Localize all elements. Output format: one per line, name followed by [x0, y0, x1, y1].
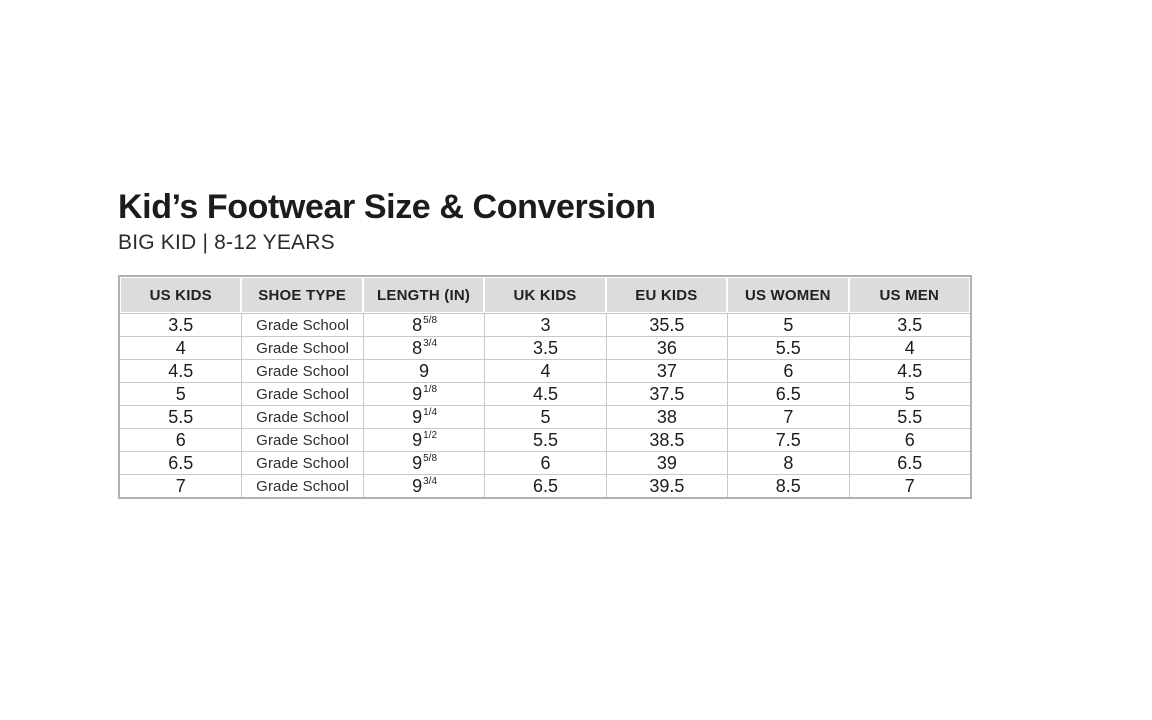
cell-length [363, 359, 484, 382]
table-row [120, 428, 970, 451]
cell-shoe_type: Grade School [241, 382, 362, 405]
column-header-eu_kids: EU KIDS [606, 277, 727, 313]
page-subtitle: BIG KID | 8-12 YEARS [118, 231, 335, 254]
table-body [120, 313, 970, 497]
length-value: 8 [412, 338, 423, 358]
cell-uk_kids: 3.5 [484, 336, 605, 359]
table-row [120, 405, 970, 428]
cell-us_kids: 6.5 [120, 451, 241, 474]
cell-shoe_type: Grade School [241, 428, 362, 451]
length-fraction: 1/2 [423, 430, 438, 441]
length-value: 9 [412, 407, 423, 427]
column-header-length: LENGTH (IN) [363, 277, 484, 313]
cell-length [363, 474, 484, 497]
cell-length [363, 336, 484, 359]
length-fraction: 1/4 [423, 407, 438, 418]
length-fraction: 3/4 [423, 476, 438, 487]
cell-shoe_type: Grade School [241, 451, 362, 474]
cell-length [363, 313, 484, 336]
cell-shoe_type: Grade School [241, 313, 362, 336]
column-header-us_kids: US KIDS [120, 277, 241, 313]
cell-shoe_type: Grade School [241, 405, 362, 428]
cell-eu_kids: 38 [606, 405, 727, 428]
cell-us_kids: 6 [120, 428, 241, 451]
length-fraction: 3/4 [423, 338, 438, 349]
length-value: 8 [412, 315, 423, 335]
cell-length [363, 405, 484, 428]
cell-us_women: 8 [727, 451, 848, 474]
length-fraction: 5/8 [423, 453, 438, 464]
cell-us_women: 6 [727, 359, 848, 382]
cell-eu_kids: 39 [606, 451, 727, 474]
cell-us_women: 8.5 [727, 474, 848, 497]
column-header-us_women: US WOMEN [727, 277, 848, 313]
cell-us_women: 7.5 [727, 428, 848, 451]
length-fraction: 1/8 [423, 384, 438, 395]
cell-uk_kids: 6.5 [484, 474, 605, 497]
cell-us_kids: 5 [120, 382, 241, 405]
cell-eu_kids: 35.5 [606, 313, 727, 336]
cell-uk_kids: 5 [484, 405, 605, 428]
cell-length [363, 428, 484, 451]
table-row [120, 359, 970, 382]
cell-us_men: 3.5 [849, 313, 970, 336]
cell-us_men: 5 [849, 382, 970, 405]
cell-uk_kids: 3 [484, 313, 605, 336]
length-value: 9 [412, 453, 423, 473]
cell-shoe_type: Grade School [241, 359, 362, 382]
cell-uk_kids: 5.5 [484, 428, 605, 451]
cell-us_kids: 4 [120, 336, 241, 359]
cell-uk_kids: 6 [484, 451, 605, 474]
table-row [120, 336, 970, 359]
column-header-us_men: US MEN [849, 277, 970, 313]
cell-eu_kids: 37 [606, 359, 727, 382]
table-row [120, 474, 970, 497]
table-row [120, 313, 970, 336]
cell-uk_kids: 4 [484, 359, 605, 382]
cell-eu_kids: 38.5 [606, 428, 727, 451]
page-title: Kid’s Footwear Size & Conversion [118, 188, 656, 226]
table-header [120, 277, 970, 313]
cell-us_men: 5.5 [849, 405, 970, 428]
cell-us_kids: 7 [120, 474, 241, 497]
cell-shoe_type: Grade School [241, 336, 362, 359]
cell-us_women: 6.5 [727, 382, 848, 405]
cell-us_men: 6 [849, 428, 970, 451]
cell-us_men: 6.5 [849, 451, 970, 474]
size-conversion-table [118, 275, 972, 499]
cell-shoe_type: Grade School [241, 474, 362, 497]
cell-eu_kids: 37.5 [606, 382, 727, 405]
cell-us_women: 7 [727, 405, 848, 428]
cell-us_kids: 4.5 [120, 359, 241, 382]
table-row [120, 382, 970, 405]
cell-length [363, 451, 484, 474]
cell-eu_kids: 36 [606, 336, 727, 359]
cell-uk_kids: 4.5 [484, 382, 605, 405]
cell-us_women: 5 [727, 313, 848, 336]
cell-eu_kids: 39.5 [606, 474, 727, 497]
size-chart-section [118, 188, 972, 499]
column-header-uk_kids: UK KIDS [484, 277, 605, 313]
cell-us_women: 5.5 [727, 336, 848, 359]
length-value: 9 [412, 430, 423, 450]
table-row [120, 451, 970, 474]
cell-us_men: 4.5 [849, 359, 970, 382]
table-header-row [120, 277, 970, 313]
length-value: 9 [412, 384, 423, 404]
length-value: 9 [419, 361, 430, 381]
length-fraction: 5/8 [423, 315, 438, 326]
column-header-shoe_type: SHOE TYPE [241, 277, 362, 313]
cell-us_men: 7 [849, 474, 970, 497]
cell-us_kids: 5.5 [120, 405, 241, 428]
cell-us_kids: 3.5 [120, 313, 241, 336]
cell-length [363, 382, 484, 405]
length-value: 9 [412, 476, 423, 496]
cell-us_men: 4 [849, 336, 970, 359]
